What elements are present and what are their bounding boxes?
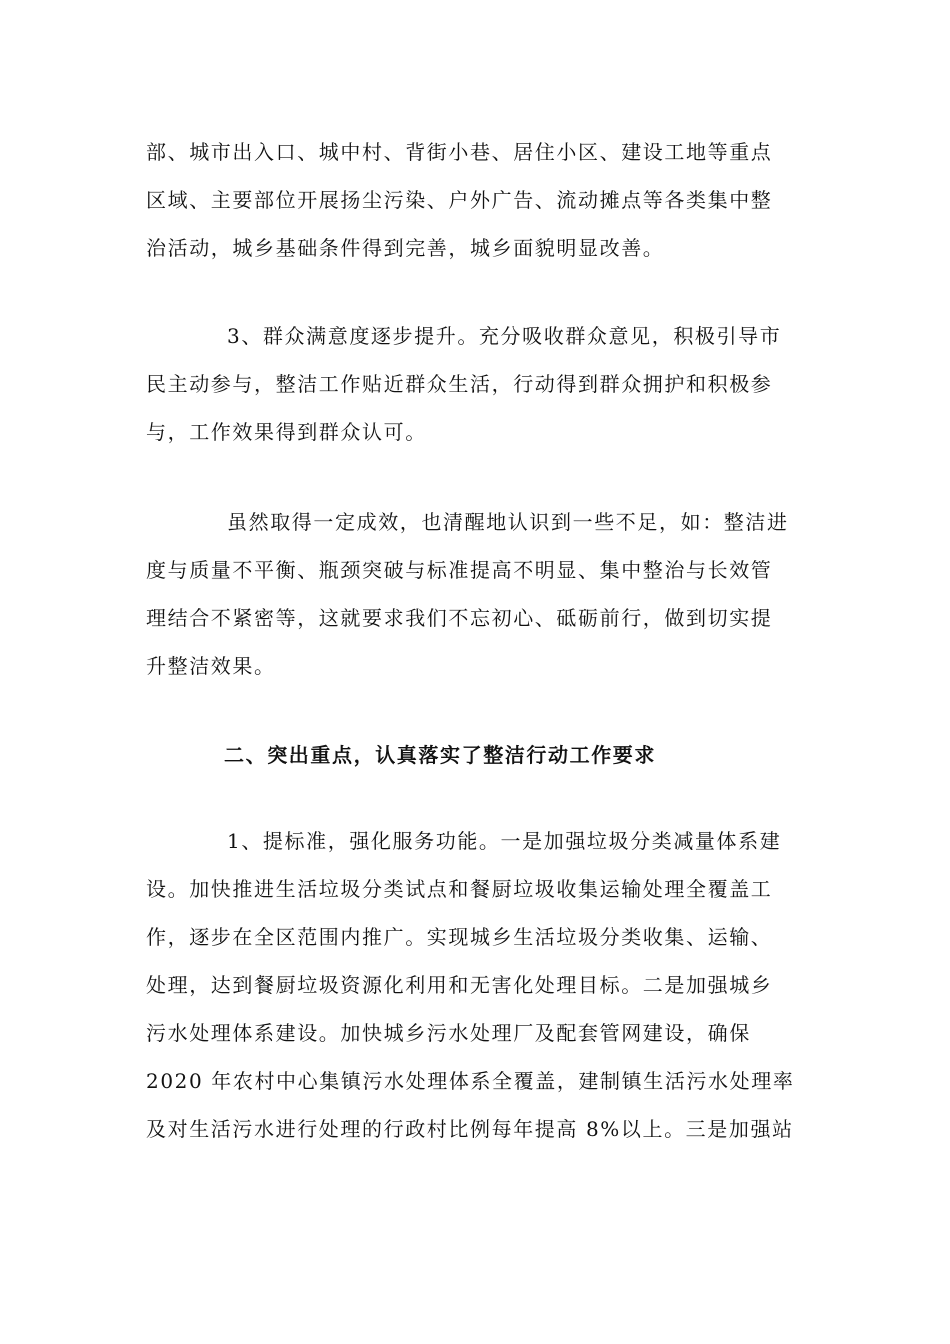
paragraph-4-line-5: 污水处理体系建设。加快城乡污水处理厂及配套管网建设，确保 (146, 1021, 751, 1045)
paragraph-3-line-4: 升整洁效果。 (146, 654, 276, 678)
section-heading: 二、突出重点，认真落实了整洁行动工作要求 (224, 743, 656, 767)
paragraph-4-line-7: 及对生活污水进行处理的行政村比例每年提高 8%以上。三是加强站 (146, 1117, 794, 1141)
paragraph-3-line-3: 理结合不紧密等，这就要求我们不忘初心、砥砺前行，做到切实提 (146, 606, 773, 630)
paragraph-2-line-3: 与，工作效果得到群众认可。 (146, 420, 427, 444)
paragraph-4-line-6: 2020 年农村中心集镇污水处理体系全覆盖，建制镇生活污水处理率 (146, 1069, 795, 1093)
paragraph-1-line-1: 部、城市出入口、城中村、背街小巷、居住小区、建设工地等重点 (146, 140, 773, 164)
paragraph-2-line-1: 3、群众满意度逐步提升。充分吸收群众意见，积极引导市 (227, 324, 782, 348)
paragraph-3-line-1: 虽然取得一定成效，也清醒地认识到一些不足，如：整洁进 (227, 510, 789, 534)
paragraph-1-line-3: 治活动，城乡基础条件得到完善，城乡面貌明显改善。 (146, 236, 665, 260)
paragraph-4-line-3: 作，逐步在全区范围内推广。实现城乡生活垃圾分类收集、运输、 (146, 925, 773, 949)
paragraph-3-line-2: 度与质量不平衡、瓶颈突破与标准提高不明显、集中整治与长效管 (146, 558, 773, 582)
paragraph-4-line-2: 设。加快推进生活垃圾分类试点和餐厨垃圾收集运输处理全覆盖工 (146, 877, 773, 901)
paragraph-2-line-2: 民主动参与，整洁工作贴近群众生活，行动得到群众拥护和积极参 (146, 372, 773, 396)
paragraph-4-line-4: 处理，达到餐厨垃圾资源化利用和无害化处理目标。二是加强城乡 (146, 973, 773, 997)
paragraph-4-line-1: 1、提标准，强化服务功能。一是加强垃圾分类减量体系建 (227, 829, 782, 853)
paragraph-1-line-2: 区域、主要部位开展扬尘污染、户外广告、流动摊点等各类集中整 (146, 188, 773, 212)
